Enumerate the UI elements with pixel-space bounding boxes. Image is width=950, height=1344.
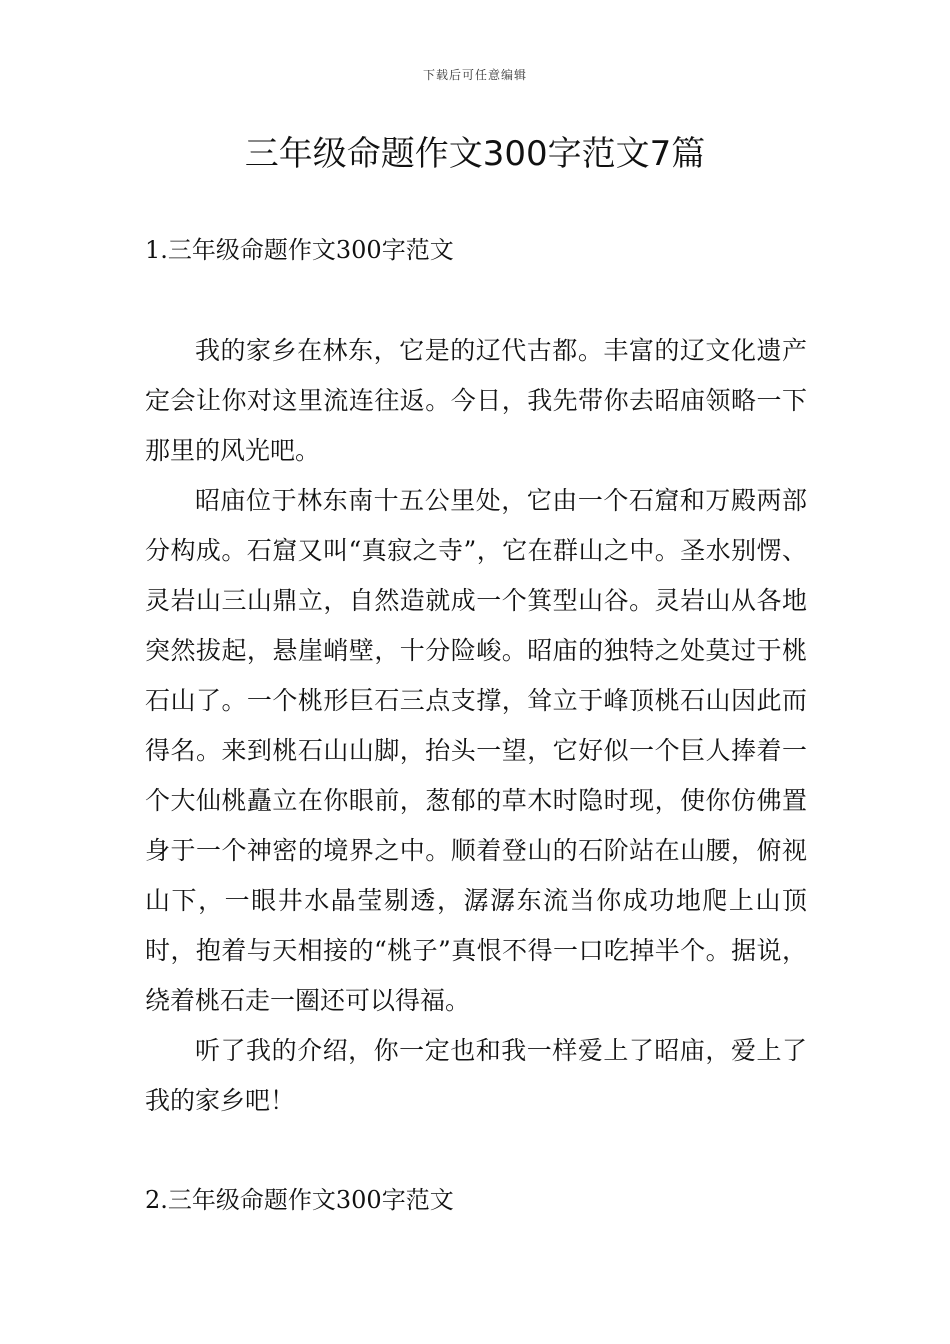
- paragraph: 我的家乡在林东，它是的辽代古都。丰富的辽文化遗产定会让你对这里流连往返。今日，我先带你去昭庙领略一下那里的风光吧。: [145, 336, 807, 465]
- section-heading-2: 2.三年级命题作文300字范文: [145, 1186, 454, 1214]
- paragraph: 听了我的介绍，你一定也和我一样爱上了昭庙，爱上了我的家乡吧！: [145, 1036, 807, 1115]
- section-body-1: [145, 326, 807, 1126]
- header-note: 下载后可任意编辑: [422, 68, 527, 82]
- page-title: 三年级命题作文300字范文7篇: [244, 134, 706, 174]
- section-heading-1: 1.三年级命题作文300字范文: [145, 236, 454, 264]
- paragraph: 昭庙位于林东南十五公里处，它由一个石窟和万殿两部分构成。石窟又叫“真寂之寺”，它在群山之中。圣水别愣、灵岩山三山鼎立，自然造就成一个箕型山谷。灵岩山从各地突然拔起，悬崖峭壁，十分险峻。昭庙的独特之处莫过于桃石山了。一个桃形巨石三点支撑，耸立于峰顶桃石山因此而得名。来到桃石山山脚，抬头一望，它好似一个巨人捧着一个大仙桃矗立在你眼前，葱郁的草木时隐时现，使你仿佛置身于一个神密的境界之中。顺着登山的石阶站在山腰，俯视山下，一眼井水晶莹剔透，潺潺东流当你成功地爬上山顶时，抱着与天相接的“桃子”真恨不得一口吃掉半个。据说，绕着桃石走一圈还可以得福。: [145, 486, 807, 1015]
